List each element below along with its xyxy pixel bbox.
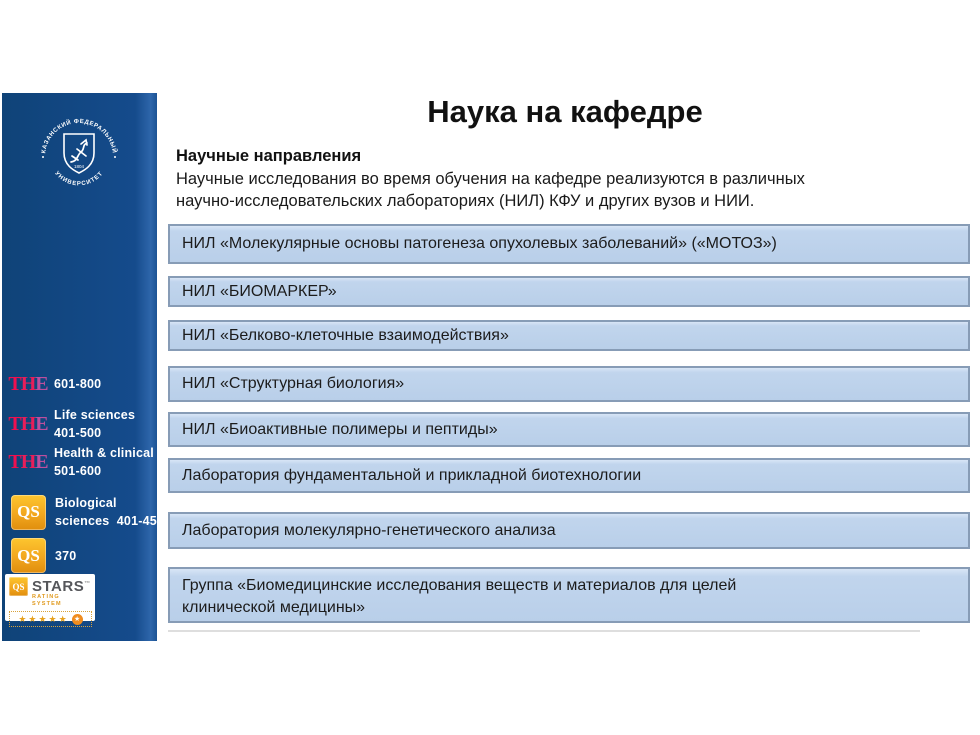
emblem-ring-top-text: КАЗАНСКИЙ ФЕДЕРАЛЬНЫЙ	[41, 118, 117, 154]
award-star-icon: ★	[72, 614, 83, 625]
emblem-ring-bottom-text: УНИВЕРСИТЕТ	[53, 170, 105, 188]
lab-box	[168, 276, 970, 307]
trademark-symbol: ™	[84, 581, 91, 587]
kfu-emblem	[8, 108, 150, 204]
qs-stars-subtitle: RATING SYSTEM	[32, 594, 62, 607]
qs-rank-value: sciences 401-450	[55, 514, 165, 528]
lab-box-label: НИЛ «Молекулярные основы патогенеза опухолевых заболеваний» («МОТОЗ»)	[182, 235, 777, 252]
lab-box	[168, 458, 970, 493]
lab-box-label: НИЛ «Биоактивные полимеры и пептиды»	[182, 420, 498, 438]
lab-box-label: Лаборатория молекулярно-генетического анализа	[182, 521, 556, 539]
lab-box-label: Группа «Биомедицинские исследования веществ и материалов для целей клинической медицины»	[182, 577, 737, 616]
lab-box-label: Лаборатория фундаментальной и прикладной биотехнологии	[182, 466, 642, 484]
intro-line: Научные исследования во время обучения на кафедре реализуются в различных	[176, 170, 805, 188]
section-heading: Научные направления	[176, 147, 362, 165]
qs-logo-icon: QS	[11, 495, 46, 530]
lab-box	[168, 320, 970, 351]
qs-ranking-row	[11, 538, 76, 573]
qs-logo-icon: QS	[11, 538, 46, 573]
lab-box	[168, 224, 970, 264]
the-logo-icon: T H E	[8, 451, 48, 473]
qs-ranking-row	[11, 494, 164, 530]
intro-paragraph	[176, 168, 956, 212]
qs-rank-label: Biological	[55, 496, 117, 510]
the-logo-icon: T H E	[8, 413, 48, 435]
star-icons: ★★★★★	[18, 614, 69, 624]
qs-logo-icon: QS	[9, 577, 28, 596]
emblem-year: 1804	[73, 164, 85, 169]
lab-box	[168, 512, 970, 549]
footer-divider-line	[168, 630, 920, 632]
the-ranking-row	[8, 406, 136, 442]
lab-box	[168, 567, 970, 623]
the-rank-label: Health & clinical	[54, 446, 154, 460]
lab-box	[168, 366, 970, 402]
lab-box-label: НИЛ «Белково-клеточные взаимодействия»	[182, 326, 509, 344]
qs-stars-badge	[5, 574, 95, 624]
lab-box-label: НИЛ «БИОМАРКЕР»	[182, 282, 337, 300]
the-ranking-row	[8, 369, 102, 399]
emblem-zilant-icon	[71, 140, 87, 162]
svg-text:КАЗАНСКИЙ ФЕДЕРАЛЬНЫЙ	[41, 118, 119, 154]
the-rank-value: 501-600	[54, 464, 102, 478]
the-logo-icon: T H E	[8, 373, 48, 395]
lab-box	[168, 412, 970, 447]
intro-line: научно-исследовательских лабораториях (НИЛ) КФУ и других вузов и НИИ.	[176, 192, 755, 210]
slide-title: Наука на кафедре	[427, 94, 703, 129]
sidebar	[2, 93, 165, 641]
qs-rank-value: 370	[55, 548, 77, 563]
the-rank-value: 601-800	[54, 377, 102, 391]
the-rank-label: Life sciences	[54, 408, 136, 422]
the-ranking-row	[8, 444, 154, 480]
the-rank-value: 401-500	[54, 426, 102, 440]
qs-stars-rating-strip	[9, 611, 92, 627]
lab-box-label: НИЛ «Структурная биология»	[182, 375, 405, 392]
qs-stars-title: STARS™	[32, 578, 91, 595]
